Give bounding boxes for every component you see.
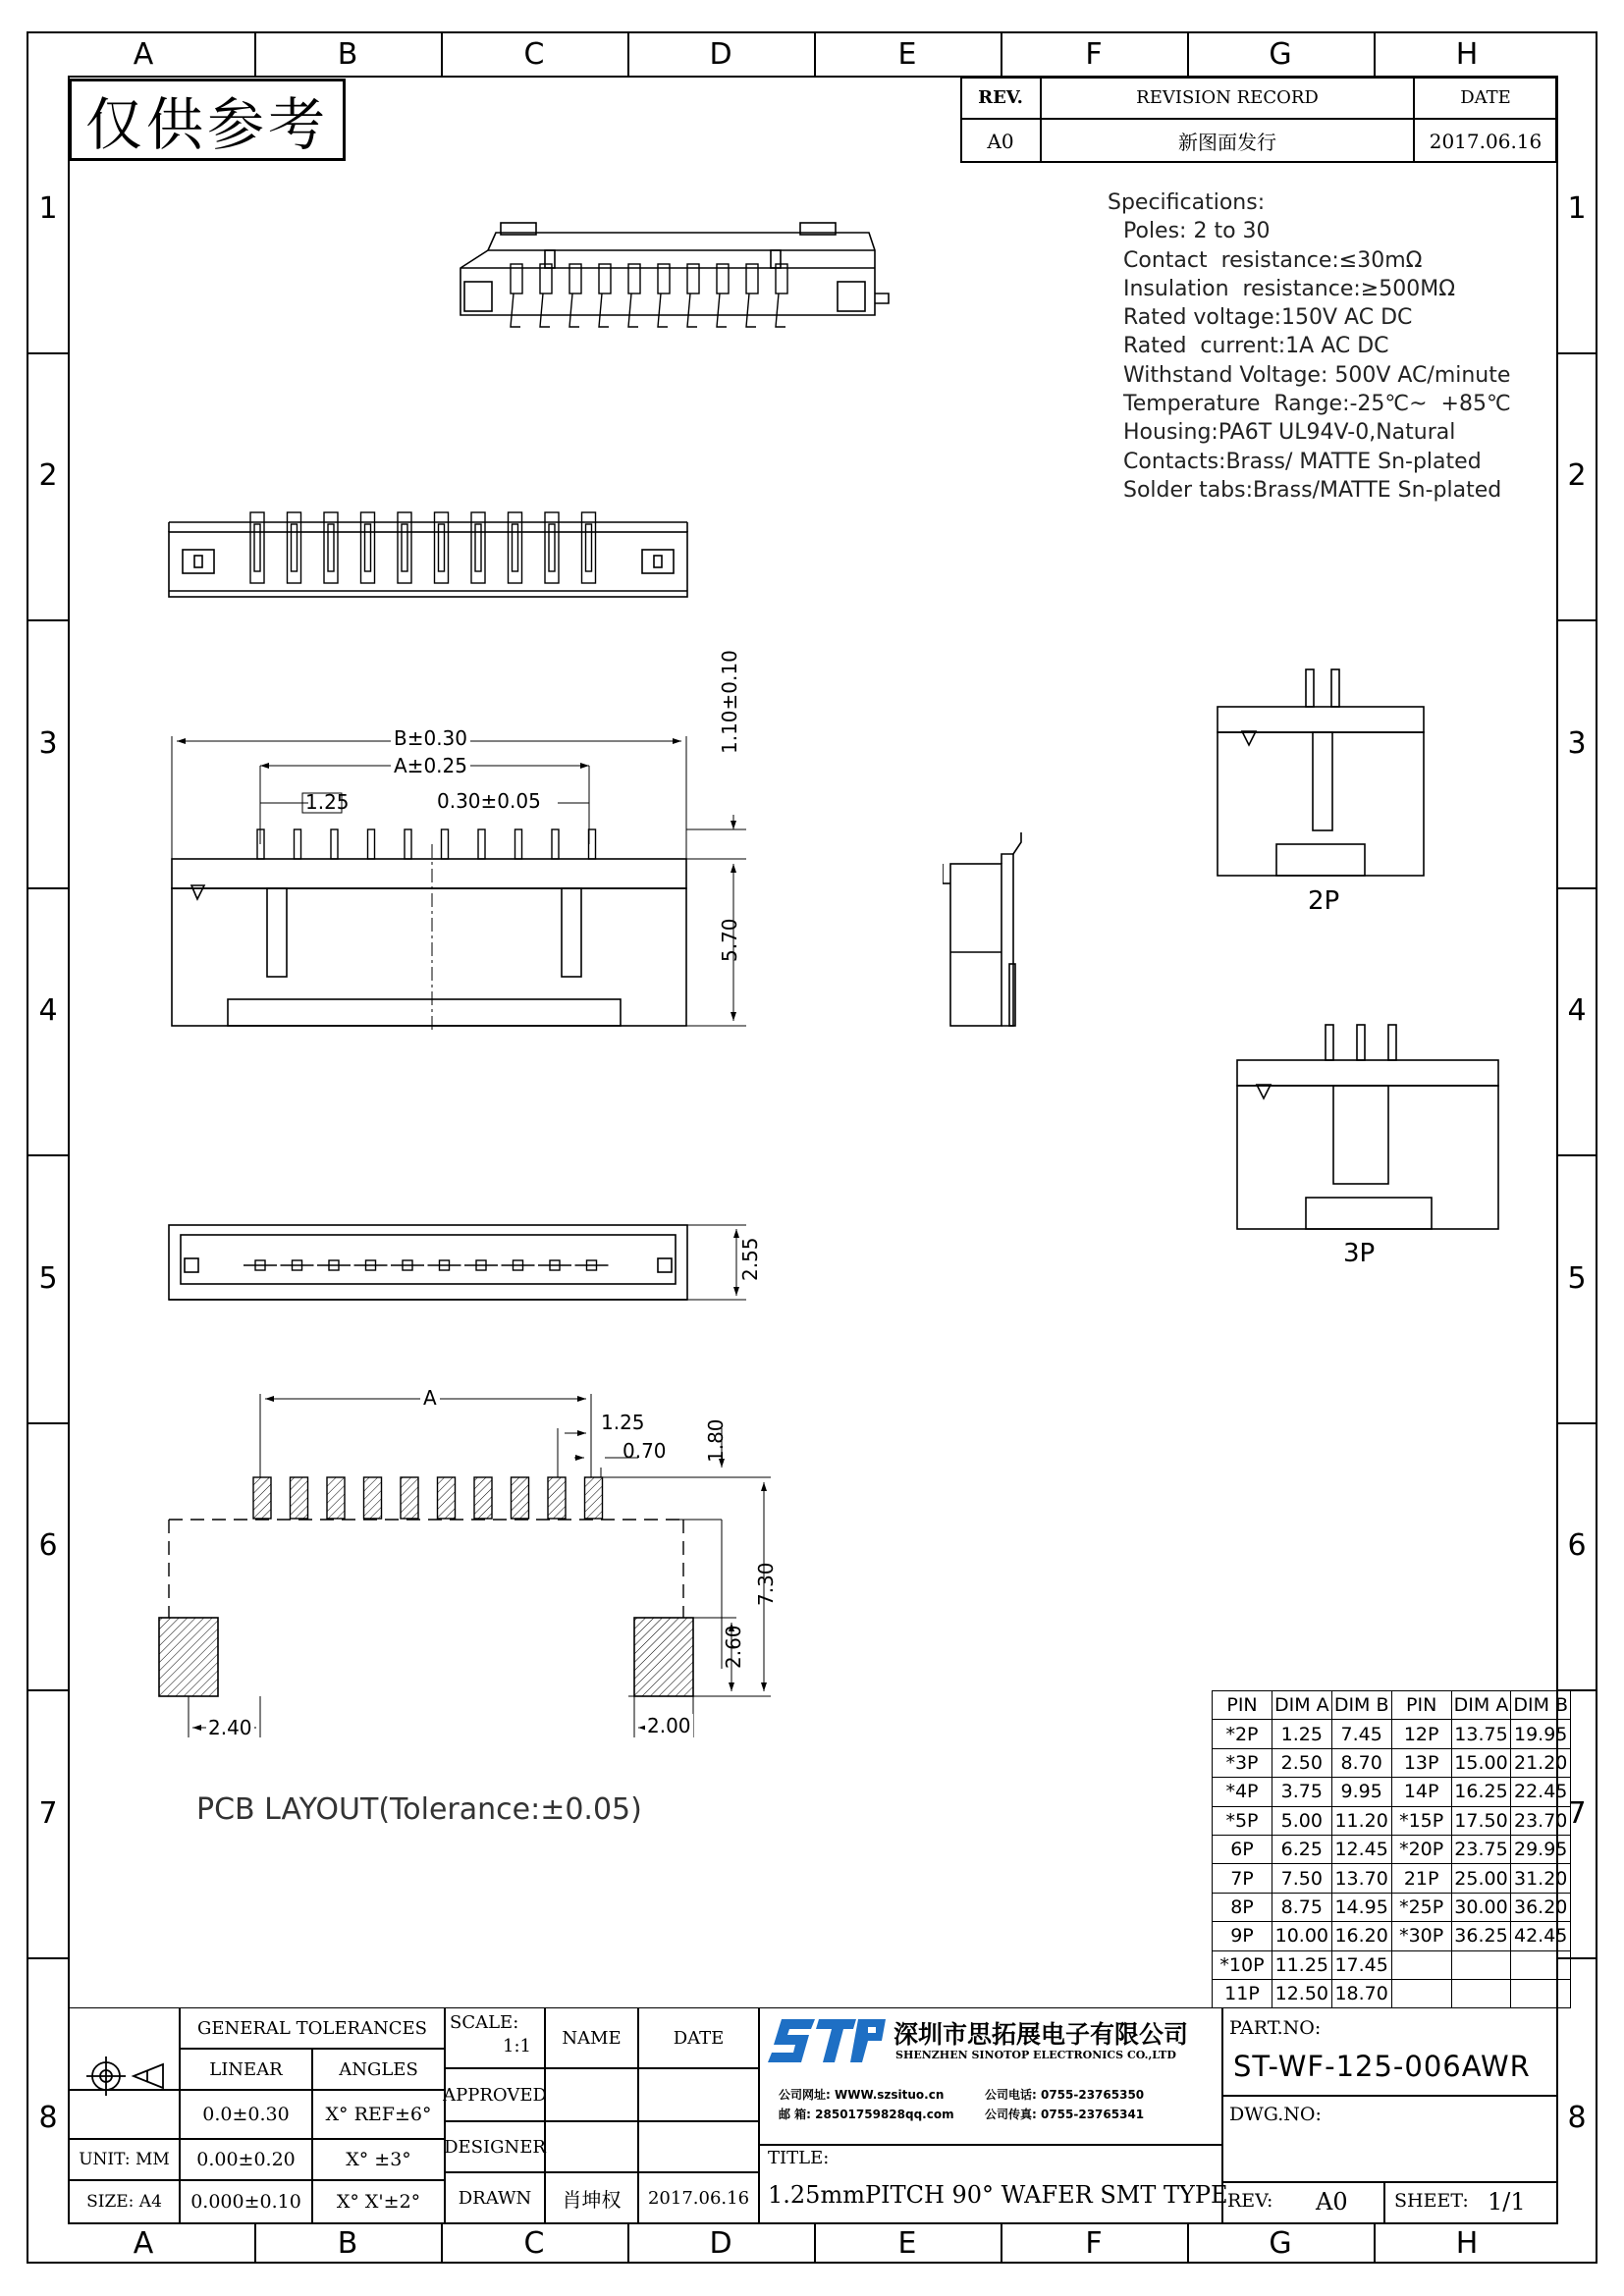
drawn-date: 2017.06.16: [647, 2187, 750, 2209]
spec-line-temperature: Temperature Range:-25℃~ +85℃: [1123, 392, 1511, 417]
dim-pitch-box: 1.25: [305, 790, 350, 814]
zone-row-2: 2: [38, 458, 58, 493]
zone-col-e: E: [897, 37, 917, 72]
pin-table-row: [1213, 1835, 1571, 1863]
sheet-label: SHEET:: [1394, 2190, 1469, 2212]
pin-table-row: [1213, 1864, 1571, 1893]
pin-table-cell: 7.45: [1331, 1720, 1391, 1748]
pin-table-cell: [1391, 1979, 1451, 2007]
pcb-signal-pad: [327, 1477, 345, 1519]
front-pin: [295, 829, 301, 859]
spec-line-contacts: Contacts:Brass/ MATTE Sn-plated: [1123, 449, 1482, 474]
pin-table-cell: 3.75: [1272, 1778, 1332, 1806]
zone-row-8: 8: [38, 2101, 58, 2135]
size-label: SIZE: A4: [86, 2192, 162, 2212]
zone-row-4: 4: [38, 993, 58, 1028]
pin-dimension-table: [1212, 1690, 1571, 2008]
zone-row-3: 3: [38, 726, 58, 761]
zone-col-g-bottom: G: [1269, 2226, 1292, 2261]
part-no-label: PART.NO:: [1229, 2017, 1322, 2039]
side-3p-drawing: [1227, 1021, 1512, 1237]
revision-row-record: 新图面发行: [1178, 131, 1276, 154]
pin-table-cell: *2P: [1213, 1720, 1272, 1748]
side-2p-drawing: [1203, 667, 1438, 883]
pin-table-cell: [1511, 1950, 1571, 1979]
zone-row-7-right: 7: [1567, 1796, 1587, 1831]
pin-table-cell: 8P: [1213, 1893, 1272, 1921]
pin-table-row: [1213, 1922, 1571, 1950]
pin-table-cell: 17.50: [1451, 1806, 1511, 1835]
pcb-dim-a: A: [420, 1386, 440, 1410]
unit-label: UNIT: MM: [79, 2150, 170, 2169]
zone-row-7: 7: [38, 1796, 58, 1831]
iso-pin-lead: [540, 294, 550, 327]
pcb-signal-pad: [291, 1477, 308, 1519]
zone-col-e-bottom: E: [897, 2226, 917, 2261]
zone-row-8-right: 8: [1567, 2101, 1587, 2135]
pin-table-cell: [1451, 1950, 1511, 1979]
zone-row-5-right: 5: [1567, 1261, 1587, 1296]
scale-label: SCALE:: [450, 2012, 519, 2033]
approved-label: APPROVED: [443, 2084, 547, 2106]
pin-table-cell: 16.25: [1451, 1778, 1511, 1806]
zone-col-g: G: [1269, 37, 1292, 72]
pin-table-cell: 36.20: [1511, 1893, 1571, 1921]
tol-angle-3: X° X'±2°: [336, 2191, 421, 2213]
pin-table-header-cell: DIM B: [1511, 1691, 1571, 1720]
pin-table-cell: *20P: [1391, 1835, 1451, 1863]
pcb-signal-pad: [364, 1477, 382, 1519]
bottom-view-drawing: [157, 1217, 766, 1315]
pin-table-row: [1213, 1893, 1571, 1921]
pin-table-cell: 42.45: [1511, 1922, 1571, 1950]
reference-only-stamp: 仅供参考: [69, 79, 346, 161]
dwg-no-label: DWG.NO:: [1229, 2104, 1322, 2125]
pcb-dim-pad-length: 1.80: [704, 1418, 728, 1463]
pin-table-cell: 14P: [1391, 1778, 1451, 1806]
revision-header-date: DATE: [1460, 87, 1511, 108]
zone-col-h: H: [1455, 37, 1479, 72]
pin-table-cell: 23.75: [1451, 1835, 1511, 1863]
pcb-layout-label: PCB LAYOUT(Tolerance:±0.05): [196, 1792, 642, 1827]
spec-line-solder-tabs: Solder tabs:Brass/MATTE Sn-plated: [1123, 477, 1502, 503]
dim-height: 5.70: [718, 918, 741, 962]
iso-pin-lead: [687, 294, 697, 327]
pin-table-cell: 1.25: [1272, 1720, 1332, 1748]
pin-table-row: [1213, 1950, 1571, 1979]
pcb-signal-pad: [438, 1477, 456, 1519]
pin-table-row: [1213, 1778, 1571, 1806]
company-fax: 公司传真: 0755-23765341: [985, 2108, 1145, 2121]
pin-table-cell: 11.20: [1331, 1806, 1391, 1835]
pin-table-cell: 11P: [1213, 1979, 1272, 2007]
pin-table-cell: 6P: [1213, 1835, 1272, 1863]
zone-col-a-bottom: A: [133, 2226, 154, 2261]
zone-col-f: F: [1085, 37, 1103, 72]
pin-table-header-cell: DIM A: [1451, 1691, 1511, 1720]
pin-table-cell: 10.00: [1272, 1922, 1332, 1950]
top-view-drawing: [157, 510, 707, 609]
designer-label: DESIGNER: [444, 2136, 546, 2158]
pin-table-cell: 15.00: [1451, 1748, 1511, 1777]
iso-pin-lead: [746, 294, 756, 327]
label-2p: 2P: [1308, 886, 1340, 916]
zone-col-d-bottom: D: [709, 2226, 732, 2261]
iso-pin-lead: [628, 294, 638, 327]
pin-table-cell: 7.50: [1272, 1864, 1332, 1893]
pin-table-cell: *25P: [1391, 1893, 1451, 1921]
spec-line-insulation-resistance: Insulation resistance:≥500MΩ: [1123, 276, 1456, 301]
pin-table-cell: 16.20: [1331, 1922, 1391, 1950]
dim-pin-length: 1.10±0.10: [718, 650, 741, 754]
pcb-signal-pad: [585, 1477, 603, 1519]
drawn-name: 肖坤权: [562, 2187, 622, 2212]
pin-table-header-row: [1213, 1691, 1571, 1720]
zone-row-1: 1: [38, 191, 58, 226]
front-pin: [589, 829, 596, 859]
pin-table-header-cell: PIN: [1213, 1691, 1272, 1720]
drawn-label: DRAWN: [458, 2187, 532, 2209]
zone-col-c-bottom: C: [523, 2226, 545, 2261]
zone-row-2-right: 2: [1567, 458, 1587, 493]
pin-table-cell: *10P: [1213, 1950, 1272, 1979]
pin-table-cell: *15P: [1391, 1806, 1451, 1835]
pin-table-cell: 30.00: [1451, 1893, 1511, 1921]
pcb-dim-tab-height: 2.60: [722, 1625, 745, 1669]
company-website: 公司网址: WWW.szsituo.cn: [779, 2088, 945, 2102]
company-phone: 公司电话: 0755-23765350: [985, 2088, 1145, 2102]
pin-table-header-cell: DIM A: [1272, 1691, 1332, 1720]
pin-table-row: [1213, 1748, 1571, 1777]
pin-table-cell: 17.45: [1331, 1950, 1391, 1979]
pin-table-cell: 11.25: [1272, 1950, 1332, 1979]
revision-header-record: REVISION RECORD: [1136, 87, 1319, 108]
scale-value: 1:1: [503, 2036, 531, 2056]
spec-line-housing: Housing:PA6T UL94V-0,Natural: [1123, 420, 1456, 446]
pin-table-cell: 18.70: [1331, 1979, 1391, 2007]
company-name-en: SHENZHEN SINOTOP ELECTRONICS CO.,LTD: [895, 2049, 1176, 2061]
tol-angle-1: X° REF±6°: [325, 2104, 432, 2125]
front-pin: [552, 829, 559, 859]
date-header: DATE: [673, 2027, 725, 2049]
title-value: 1.25mmPITCH 90° WAFER SMT TYPE: [768, 2181, 1228, 2209]
zone-col-h-bottom: H: [1455, 2226, 1479, 2261]
pcb-signal-pad: [548, 1477, 566, 1519]
zone-row-5: 5: [38, 1261, 58, 1296]
pcb-signal-pad: [512, 1477, 529, 1519]
general-tolerances-label: GENERAL TOLERANCES: [196, 2017, 428, 2039]
pin-table-cell: 8.75: [1272, 1893, 1332, 1921]
pin-table-row: [1213, 1720, 1571, 1748]
pin-table-cell: 22.45: [1511, 1778, 1571, 1806]
pin-table-cell: 36.25: [1451, 1922, 1511, 1950]
pcb-signal-pad: [401, 1477, 418, 1519]
pcb-signal-pad: [474, 1477, 492, 1519]
pcb-dim-total: 7.30: [754, 1562, 778, 1606]
dim-a-label: A±0.25: [391, 754, 470, 777]
pin-table-cell: 13.75: [1451, 1720, 1511, 1748]
company-email: 邮 箱: 28501759828qq.com: [779, 2108, 954, 2121]
company-logo: [766, 2015, 888, 2066]
pin-table-cell: *3P: [1213, 1748, 1272, 1777]
pcb-signal-pad: [253, 1477, 271, 1519]
label-3p: 3P: [1343, 1239, 1376, 1268]
pin-table-row: [1213, 1979, 1571, 2007]
front-pin: [331, 829, 338, 859]
pin-table-cell: 21P: [1391, 1864, 1451, 1893]
pin-table-cell: 13.70: [1331, 1864, 1391, 1893]
pin-table-cell: 14.95: [1331, 1893, 1391, 1921]
pin-table-cell: 9P: [1213, 1922, 1272, 1950]
side-view-drawing: [943, 825, 1041, 1031]
revision-row-rev: A0: [987, 129, 1014, 153]
revision-header-rev: REV.: [978, 87, 1023, 108]
isometric-view-drawing: [447, 221, 908, 388]
tol-angle-2: X° ±3°: [346, 2149, 411, 2170]
pin-table-cell: 5.00: [1272, 1806, 1332, 1835]
spec-line-poles: Poles: 2 to 30: [1123, 219, 1271, 244]
part-no-value: ST-WF-125-006AWR: [1233, 2050, 1531, 2083]
linear-label: LINEAR: [209, 2058, 283, 2080]
pin-table-cell: 31.20: [1511, 1864, 1571, 1893]
pin-table-header-cell: DIM B: [1331, 1691, 1391, 1720]
zone-col-b-bottom: B: [337, 2226, 358, 2261]
name-header: NAME: [562, 2027, 622, 2049]
iso-pin-lead: [776, 294, 785, 327]
zone-row-3-right: 3: [1567, 726, 1587, 761]
pcb-dim-pad-width: 0.70: [623, 1439, 667, 1463]
company-name-cn: 深圳市思拓展电子有限公司: [893, 2020, 1189, 2049]
tol-linear-2: 0.00±0.20: [196, 2149, 296, 2170]
front-pin: [478, 829, 485, 859]
zone-col-f-bottom: F: [1085, 2226, 1103, 2261]
pcb-layout-drawing: [147, 1374, 795, 1747]
pin-table-cell: 12.50: [1272, 1979, 1332, 2007]
pin-table-cell: 13P: [1391, 1748, 1451, 1777]
dim-bottom-height: 2.55: [738, 1237, 762, 1281]
dim-pin-width: 0.30±0.05: [437, 789, 541, 813]
revision-row-date: 2017.06.16: [1429, 129, 1543, 153]
pin-table-cell: 2.50: [1272, 1748, 1332, 1777]
pin-table-cell: 7P: [1213, 1864, 1272, 1893]
pin-table-cell: 6.25: [1272, 1835, 1332, 1863]
tol-linear-1: 0.0±0.30: [202, 2104, 290, 2125]
spec-line-withstand-voltage: Withstand Voltage: 500V AC/minute: [1123, 362, 1511, 388]
pin-table-cell: 9.95: [1331, 1778, 1391, 1806]
front-pin: [515, 829, 522, 859]
iso-pin-lead: [511, 294, 520, 327]
zone-row-1-right: 1: [1567, 191, 1587, 226]
spec-line-rated-current: Rated current:1A AC DC: [1123, 334, 1389, 359]
pin-table-header-cell: PIN: [1391, 1691, 1451, 1720]
zone-row-6: 6: [38, 1528, 58, 1563]
iso-pin-lead: [569, 294, 579, 327]
pin-table-cell: *30P: [1391, 1922, 1451, 1950]
spec-title: Specifications:: [1108, 190, 1266, 215]
pin-table-cell: 8.70: [1331, 1748, 1391, 1777]
pcb-dim-pitch: 1.25: [601, 1411, 645, 1434]
pcb-dim-right: 2.00: [647, 1714, 691, 1737]
pin-table-cell: 19.95: [1511, 1720, 1571, 1748]
pin-table-cell: 12P: [1391, 1720, 1451, 1748]
front-pin: [368, 829, 375, 859]
sheet-value: 1/1: [1488, 2188, 1526, 2216]
dim-b-label: B±0.30: [391, 726, 470, 750]
zone-col-c: C: [523, 37, 545, 72]
pin-table-cell: 12.45: [1331, 1835, 1391, 1863]
zone-row-4-right: 4: [1567, 993, 1587, 1028]
front-pin: [442, 829, 449, 859]
pin-table-cell: 25.00: [1451, 1864, 1511, 1893]
pin-table-cell: 21.20: [1511, 1748, 1571, 1777]
pcb-dim-left: 2.40: [208, 1716, 252, 1739]
tol-linear-3: 0.000±0.10: [190, 2191, 301, 2213]
pin-table-cell: 29.95: [1511, 1835, 1571, 1863]
pin-table-cell: *4P: [1213, 1778, 1272, 1806]
pin-table-cell: 23.70: [1511, 1806, 1571, 1835]
zone-row-6-right: 6: [1567, 1528, 1587, 1563]
title-label: TITLE:: [768, 2148, 830, 2168]
iso-pin-lead: [599, 294, 609, 327]
front-pin: [405, 829, 411, 859]
rev-value: A0: [1316, 2188, 1348, 2216]
pin-table-cell: [1391, 1950, 1451, 1979]
pin-table-cell: [1511, 1979, 1571, 2007]
iso-pin-lead: [658, 294, 668, 327]
iso-pin-lead: [717, 294, 727, 327]
pin-table-row: [1213, 1806, 1571, 1835]
pin-table-cell: *5P: [1213, 1806, 1272, 1835]
specifications-block: [1108, 188, 1511, 505]
zone-col-d: D: [709, 37, 732, 72]
zone-col-b: B: [337, 37, 358, 72]
zone-col-a: A: [133, 37, 154, 72]
spec-line-rated-voltage: Rated voltage:150V AC DC: [1123, 305, 1413, 331]
pin-table-cell: [1451, 1979, 1511, 2007]
rev-label: REV:: [1227, 2190, 1273, 2212]
angles-label: ANGLES: [339, 2058, 418, 2080]
spec-line-contact-resistance: Contact resistance:≤30mΩ: [1123, 247, 1423, 273]
